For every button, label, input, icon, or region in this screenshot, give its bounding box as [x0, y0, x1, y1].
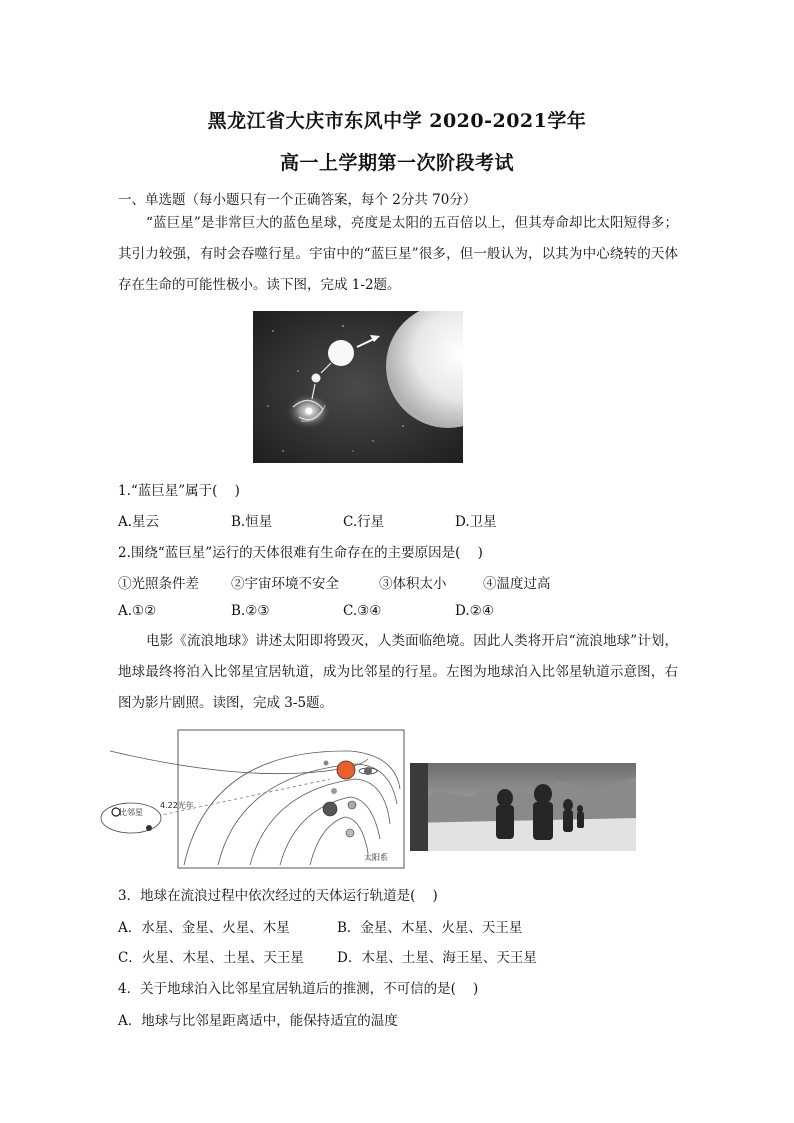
passage-blue-giant-text: “蓝巨星”是非常巨大的蓝色星球，亮度是太阳的五百倍以上，但其寿命却比太阳短得多；其引力较强，有时会吞噬行星。宇宙中的“蓝巨星”很多，但一般认为，以其为中心绕转的天体存在生命的可能性极小。读下图，完成 1-2题。: [118, 215, 678, 293]
passage-wandering-earth-text: 电影《流浪地球》讲述太阳即将毁灭，人类面临绝境。因此人类将开启“流浪地球”计划，地球最终将泊入比邻星宜居轨道，成为比邻星的行星。左图为地球泊入比邻星轨道示意图，右图为影片剧照。读图，完成 3-5题。: [118, 633, 678, 711]
q2-item-2: ②宇宙环境不安全: [231, 576, 339, 592]
q3-option-b: B．金星、木星、火星、天王星: [337, 920, 523, 936]
sun-sized-star: [328, 340, 354, 366]
section-header: 一、单选题（每小题只有一个正确答案，每个 2分共 70分）: [118, 192, 477, 208]
q1-option-d: D.卫星: [455, 514, 497, 530]
q3-option-c: C．火星、木星、土星、天王星: [118, 950, 304, 966]
question-2-stem: 2.围绕“蓝巨星”运行的天体很难有生命存在的主要原因是( ): [118, 545, 483, 561]
proxima-label: 比邻星: [119, 808, 143, 817]
sun-icon: [337, 761, 355, 779]
q2-option-b: B.②③: [231, 603, 270, 619]
q2-option-c: C.③④: [343, 603, 382, 619]
q3-option-d: D．木星、土星、海王星、天王星: [337, 950, 537, 966]
film-still-illustration: [410, 763, 636, 851]
q1-option-c: C.行星: [343, 514, 385, 530]
orbit-diagram-svg: [100, 729, 406, 870]
passage-blue-giant: [118, 208, 678, 301]
q4-option-a: A．地球与比邻星距离适中，能保持适宜的温度: [118, 1013, 398, 1029]
exam-title-line1: 黑龙江省大庆市东风中学 2020-2021学年: [207, 110, 587, 132]
astronaut-1: [497, 789, 513, 807]
uranus-icon: [348, 801, 356, 809]
astronaut-2: [534, 784, 552, 804]
earth-icon: [146, 825, 152, 831]
small-star: [312, 374, 321, 383]
q2-item-4: ④温度过高: [483, 576, 551, 592]
jupiter-icon: [323, 802, 337, 816]
q2-option-d: D.②④: [455, 603, 494, 619]
solar-system-frame: [178, 730, 404, 868]
solar-system-label: 太阳系: [364, 853, 388, 862]
q2-item-1: ①光照条件差: [118, 576, 199, 592]
saturn-icon: [364, 767, 372, 775]
astronaut-3: [563, 799, 573, 811]
question-3-stem: 3．地球在流浪过程中依次经过的天体运行轨道是( ): [118, 888, 438, 904]
q2-option-a: A.①②: [118, 603, 157, 619]
exam-title-line2: 高一上学期第一次阶段考试: [279, 152, 514, 174]
question-4-stem: 4．关于地球泊入比邻星宜居轨道后的推测，不可信的是( ): [118, 981, 479, 997]
q2-item-3: ③体积太小: [379, 576, 447, 592]
q1-option-a: A.星云: [118, 514, 160, 530]
neptune-icon: [346, 829, 354, 837]
blue-giant-illustration: [253, 311, 463, 463]
q1-option-b: B.恒星: [231, 514, 273, 530]
orbit-diagram: [100, 729, 406, 870]
film-still-photo: [410, 763, 636, 851]
distance-label: 4.22光年: [160, 801, 194, 810]
blue-giant-photo: [253, 311, 463, 463]
question-1-stem: 1.“蓝巨星”属于( ): [118, 483, 240, 499]
q3-option-a: A．水星、金星、火星、木星: [118, 920, 290, 936]
passage-wandering-earth: [118, 626, 678, 719]
